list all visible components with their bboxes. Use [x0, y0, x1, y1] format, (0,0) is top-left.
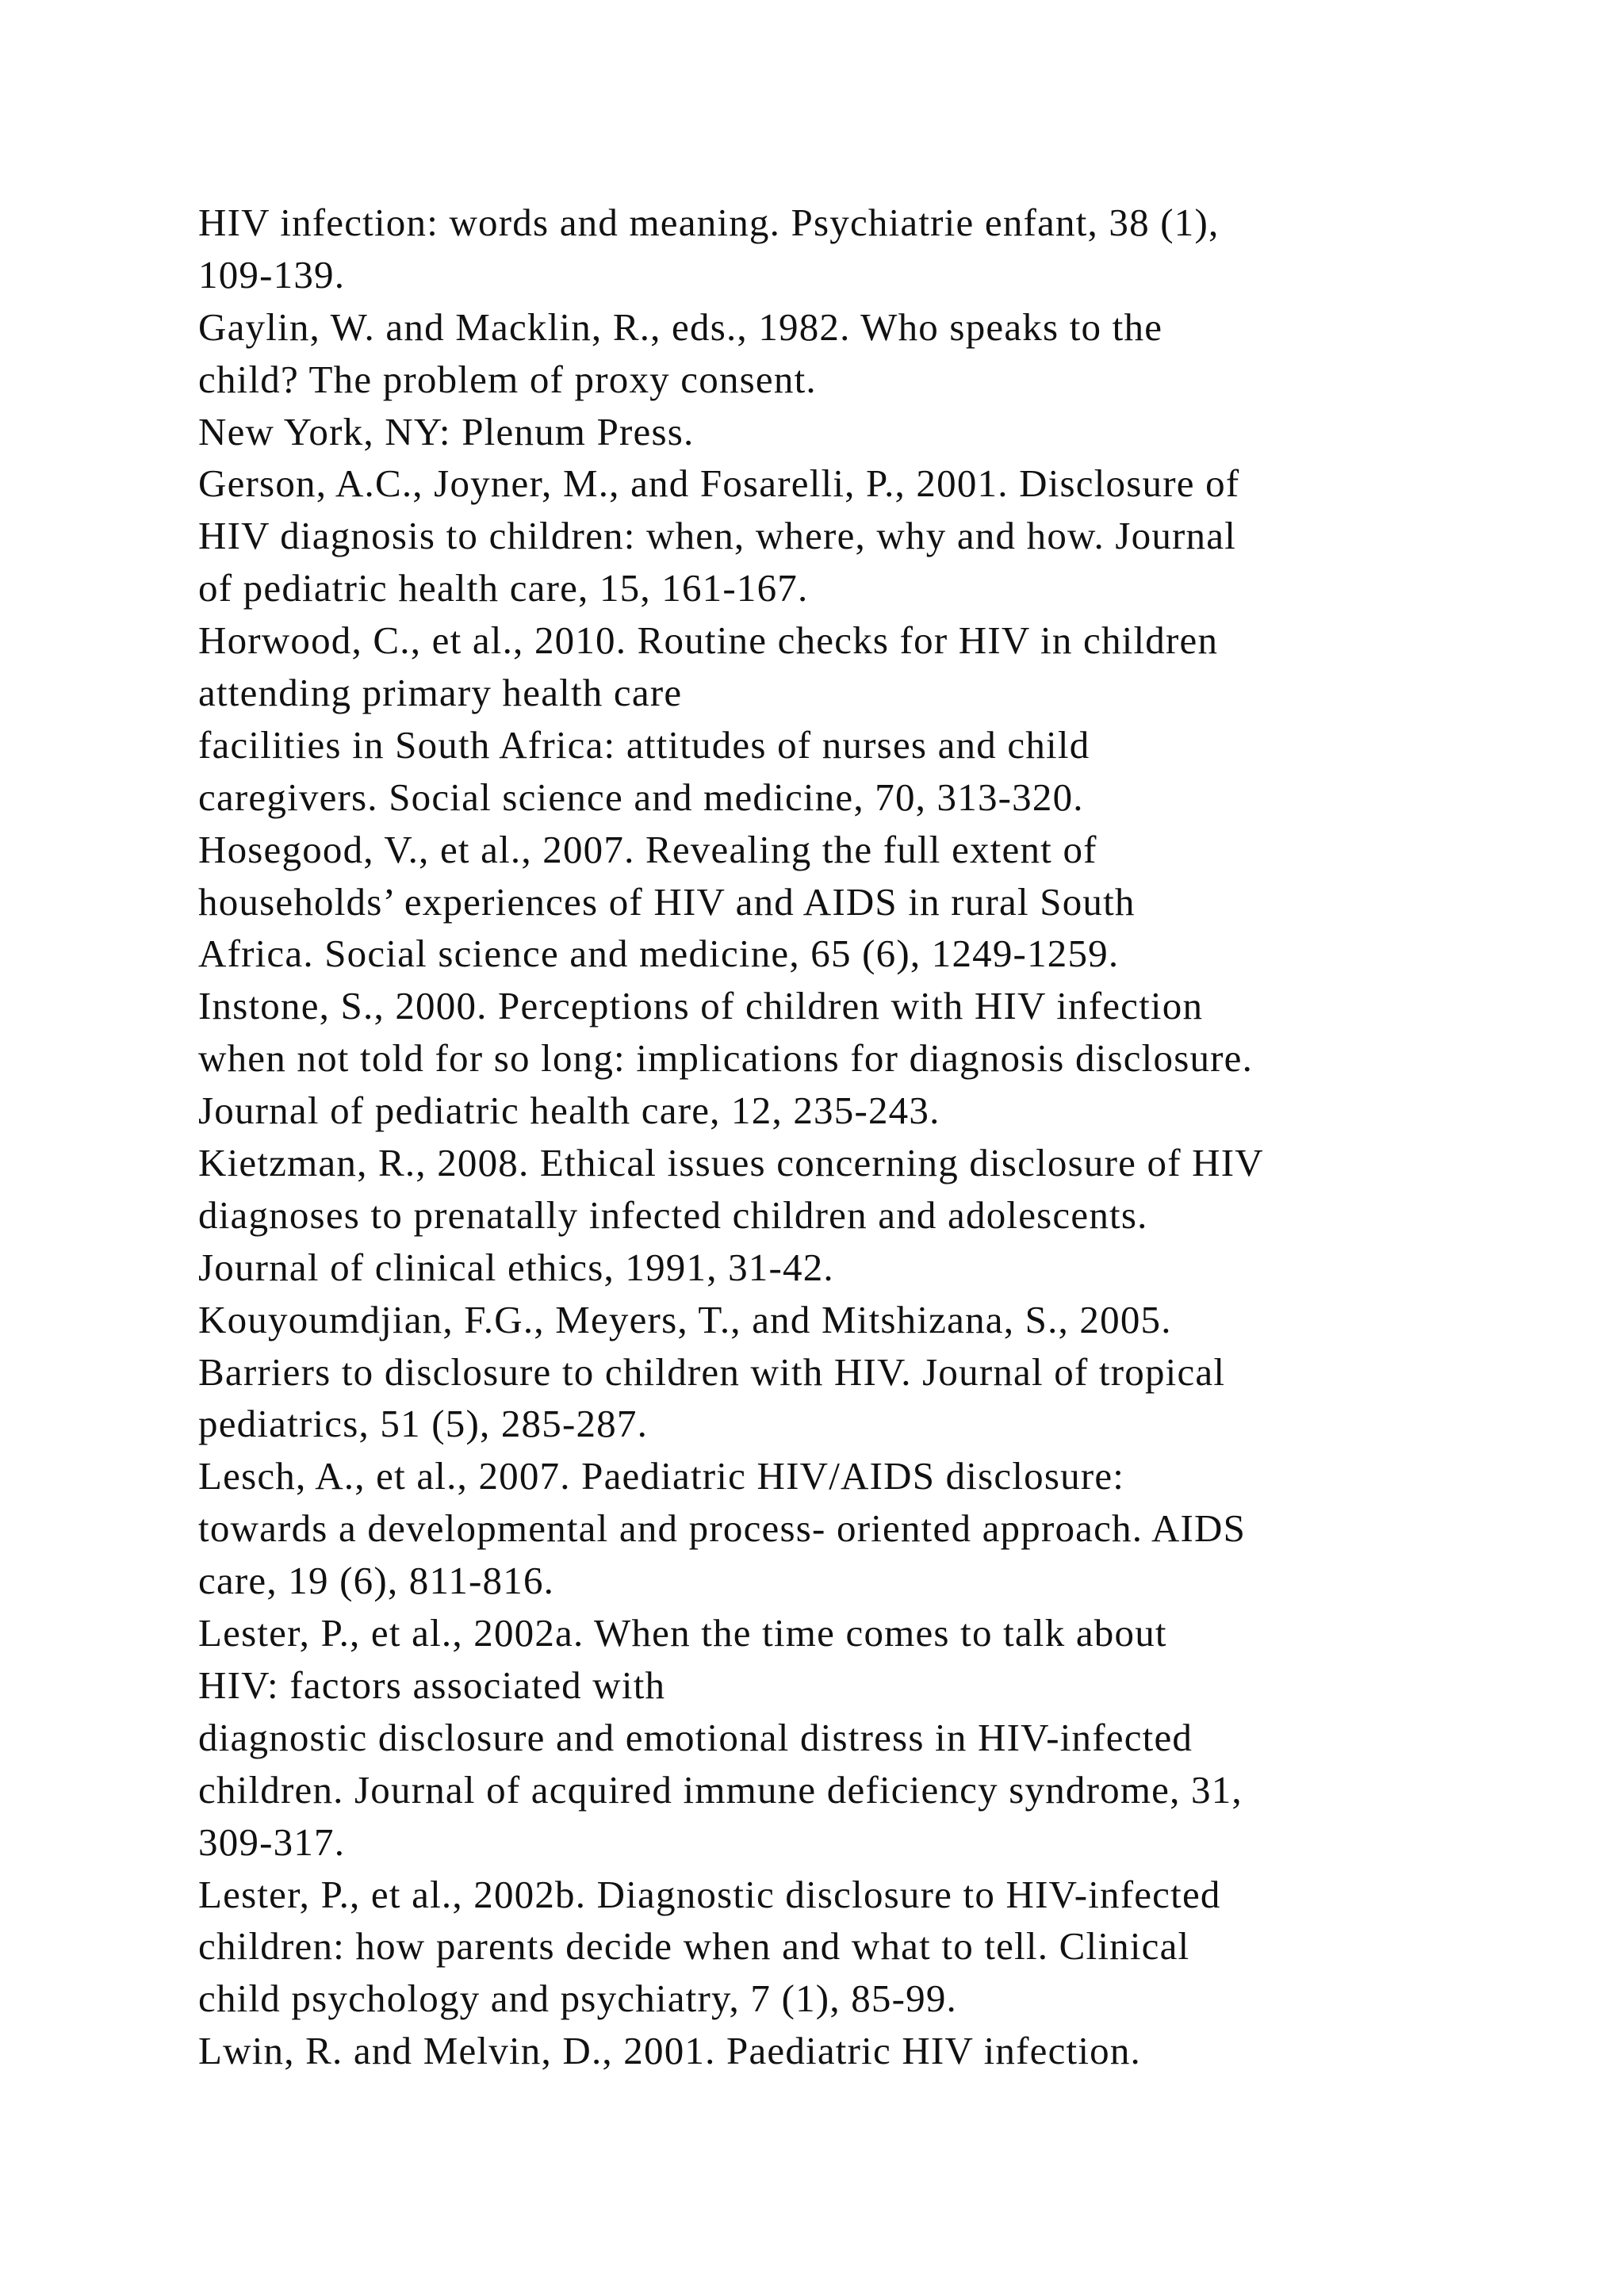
reference-line: Horwood, C., et al., 2010. Routine checks for HIV in children: [198, 618, 1219, 663]
reference-list: [198, 197, 1499, 2077]
reference-line: Lesch, A., et al., 2007. Paediatric HIV/AIDS disclosure:: [198, 1454, 1125, 1498]
reference-line: attending primary health care: [198, 671, 683, 715]
reference-line: care, 19 (6), 811-816.: [198, 1559, 555, 1603]
reference-line: Barriers to disclosure to children with HIV. Journal of tropical: [198, 1349, 1226, 1394]
reference-line: Hosegood, V., et al., 2007. Revealing the full extent of: [198, 827, 1097, 871]
reference-line: Kietzman, R., 2008. Ethical issues concerning disclosure of HIV: [198, 1141, 1264, 1185]
reference-line: New York, NY: Plenum Press.: [198, 409, 695, 453]
reference-line: child psychology and psychiatry, 7 (1), 85-99.: [198, 1976, 957, 2021]
reference-line: HIV: factors associated with: [198, 1663, 666, 1707]
reference-line: of pediatric health care, 15, 161-167.: [198, 566, 809, 610]
reference-line: Gaylin, W. and Macklin, R., eds., 1982. Who speaks to the: [198, 304, 1163, 349]
reference-line: Africa. Social science and medicine, 65 (6), 1249-1259.: [198, 932, 1120, 976]
reference-line: diagnostic disclosure and emotional distress in HIV-infected: [198, 1715, 1193, 1759]
reference-line: diagnoses to prenatally infected children and adolescents.: [198, 1192, 1148, 1237]
reference-line: when not told for so long: implications for diagnosis disclosure.: [198, 1036, 1254, 1081]
reference-line: Lester, P., et al., 2002b. Diagnostic disclosure to HIV-infected: [198, 1872, 1221, 1916]
reference-line: pediatrics, 51 (5), 285-287.: [198, 1402, 649, 1446]
reference-line: towards a developmental and process- oriented approach. AIDS: [198, 1506, 1247, 1551]
reference-line: Instone, S., 2000. Perceptions of children with HIV infection: [198, 984, 1204, 1028]
reference-line: caregivers. Social science and medicine, 70, 313-320.: [198, 775, 1084, 819]
reference-line: 309-317.: [198, 1820, 346, 1864]
reference-line: Journal of pediatric health care, 12, 235-243.: [198, 1089, 940, 1133]
reference-line: Lwin, R. and Melvin, D., 2001. Paediatric HIV infection.: [198, 2029, 1142, 2073]
reference-line: Lester, P., et al., 2002a. When the time comes to talk about: [198, 1611, 1167, 1655]
reference-line: 109-139.: [198, 252, 346, 297]
reference-line: Kouyoumdjian, F.G., Meyers, T., and Mitshizana, S., 2005.: [198, 1297, 1172, 1341]
reference-line: facilities in South Africa: attitudes of nurses and child: [198, 722, 1090, 767]
reference-line: HIV infection: words and meaning. Psychiatrie enfant, 38 (1),: [198, 201, 1220, 244]
reference-line: Gerson, A.C., Joyner, M., and Fosarelli, P., 2001. Disclosure of: [198, 461, 1240, 506]
reference-line: children. Journal of acquired immune deficiency syndrome, 31,: [198, 1767, 1243, 1812]
reference-line: child? The problem of proxy consent.: [198, 357, 817, 401]
reference-line: Journal of clinical ethics, 1991, 31-42.: [198, 1245, 834, 1289]
reference-line: children: how parents decide when and what to tell. Clinical: [198, 1924, 1190, 1969]
reference-line: HIV diagnosis to children: when, where, why and how. Journal: [198, 514, 1237, 558]
reference-line: households’ experiences of HIV and AIDS in rural South: [198, 879, 1136, 924]
